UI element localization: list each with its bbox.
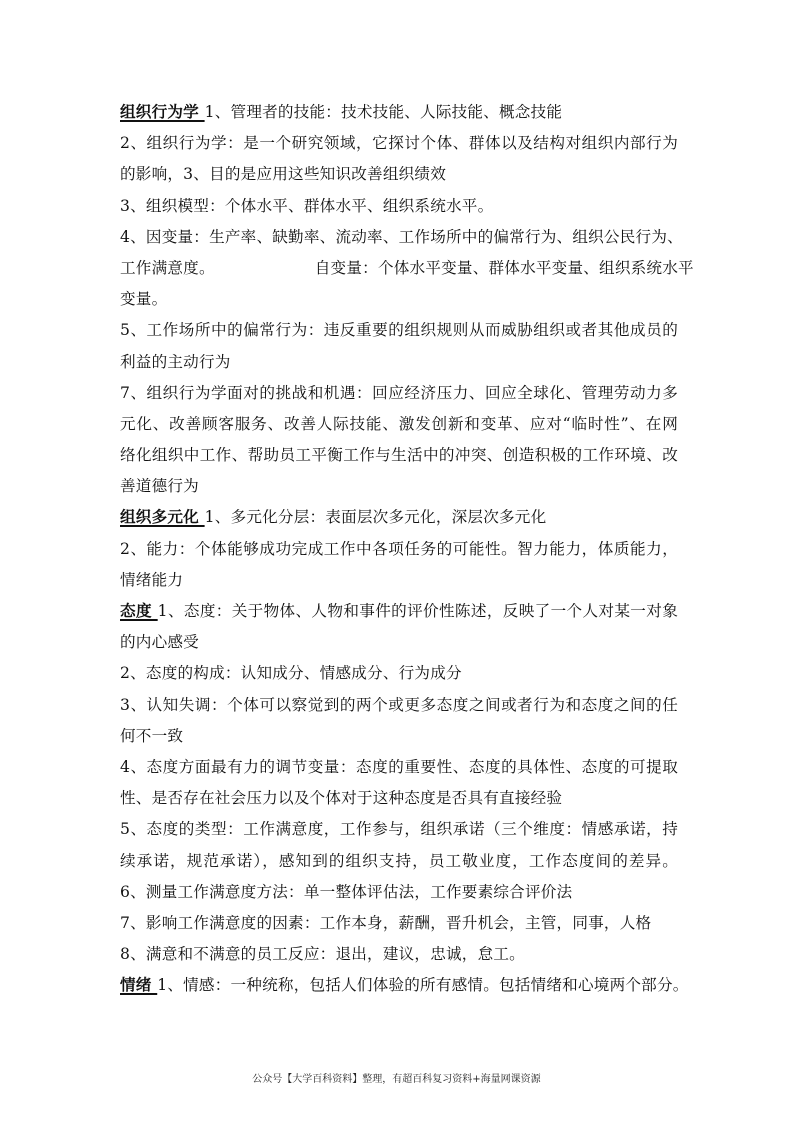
section-heading: 情绪 [120, 976, 158, 995]
text-line [120, 347, 678, 378]
line-text: 的影响，3、目的是应用这些知识改善组织绩效 [120, 165, 446, 184]
text-line [120, 440, 678, 471]
text-line [120, 908, 678, 939]
line-text: 善道德行为 [120, 477, 199, 496]
text-line [120, 939, 678, 970]
text-line [120, 409, 678, 440]
text-line [120, 471, 678, 502]
text-line [120, 877, 678, 908]
line-text: 4、态度方面最有力的调节变量：态度的重要性、态度的具体性、态度的可提取 [120, 757, 678, 776]
text-line [120, 846, 678, 877]
text-line [120, 315, 678, 346]
text-line [120, 690, 678, 721]
text-line [120, 191, 678, 222]
line-text: 工作满意度。 [120, 258, 215, 277]
text-line [120, 814, 678, 845]
line-text: 情绪能力 [120, 570, 184, 589]
section-line [120, 596, 678, 627]
text-line [120, 534, 678, 565]
line-text: 络化组织中工作、帮助员工平衡工作与生活中的冲突、创造积极的工作环境、改 [120, 446, 678, 465]
text-line [120, 222, 683, 253]
document-body [120, 97, 694, 1001]
section-heading: 态度 [120, 602, 158, 620]
line-text: 7、组织行为学面对的挑战和机遇：回应经济压力、回应全球化、管理劳动力多 [120, 383, 678, 402]
section-heading: 组织多元化 [120, 508, 205, 527]
section-line [120, 970, 689, 1001]
section-heading: 组织行为学 [120, 103, 205, 121]
line-text: 的内心感受 [120, 633, 199, 652]
text-line [120, 565, 678, 596]
section-line [120, 502, 678, 533]
line-text: 2、组织行为学：是一个研究领域，它探讨个体、群体以及结构对组织内部行为 [120, 134, 678, 153]
line-text: 利益的主动行为 [120, 352, 231, 371]
text-line [120, 284, 678, 315]
line-text-secondary: 自变量：个体水平变量、群体水平变量、组织系统水平 [314, 258, 694, 277]
section-line [120, 97, 678, 128]
line-text: 7、影响工作满意度的因素：工作本身，薪酬，晋升机会，主管，同事，人格 [120, 913, 652, 932]
text-line [120, 783, 678, 814]
line-text: 变量。 [120, 290, 168, 309]
text-line [120, 253, 694, 284]
line-text: 2、态度的构成：认知成分、情感成分、行为成分 [120, 664, 462, 683]
line-text: 5、工作场所中的偏常行为：违反重要的组织规则从而威胁组织或者其他成员的 [120, 321, 678, 340]
text-line [120, 378, 678, 409]
line-text: 何不一致 [120, 726, 184, 745]
line-text: 5、态度的类型：工作满意度，工作参与，组织承诺（三个维度：情感承诺，持 [120, 820, 678, 839]
text-line [120, 128, 678, 159]
text-line [120, 159, 678, 190]
text-line [120, 752, 678, 783]
line-text: 6、测量工作满意度方法：单一整体评估法，工作要素综合评价法 [120, 882, 573, 901]
line-text: 续承诺，规范承诺），感知到的组织支持，员工敬业度，工作态度间的差异。 [120, 851, 678, 870]
line-text: 3、组织模型：个体水平、群体水平、组织系统水平。 [120, 196, 494, 215]
line-text: 1、管理者的技能：技术技能、人际技能、概念技能 [204, 103, 563, 121]
line-text: 1、情感：一种统称，包括人们体验的所有感情。包括情绪和心境两个部分。 [157, 976, 689, 995]
line-text: 性、是否存在社会压力以及个体对于这种态度是否具有直接经验 [120, 789, 563, 808]
line-text: 3、认知失调：个体可以察觉到的两个或更多态度之间或者行为和态度之间的任 [120, 695, 678, 714]
text-line [120, 658, 678, 689]
line-text: 2、能力：个体能够成功完成工作中各项任务的可能性。智力能力，体质能力， [120, 539, 678, 558]
line-text: 1、多元化分层：表面层次多元化，深层次多元化 [204, 508, 547, 527]
line-text: 1、态度：关于物体、人物和事件的评价性陈述，反映了一个人对某一对象 [157, 602, 678, 620]
text-line [120, 721, 678, 752]
text-line [120, 627, 678, 658]
line-text: 元化、改善顾客服务、改善人际技能、激发创新和变革、应对“临时性”、在网 [120, 414, 678, 433]
footer-note: 公众号【大学百科资料】整理，有超百科复习资料+海量网课资源 [252, 1074, 541, 1085]
line-text: 8、满意和不满意的员工反应：退出，建议，忠诚，怠工。 [120, 945, 525, 964]
line-text: 4、因变量：生产率、缺勤率、流动率、工作场所中的偏常行为、组织公民行为、 [120, 227, 683, 246]
